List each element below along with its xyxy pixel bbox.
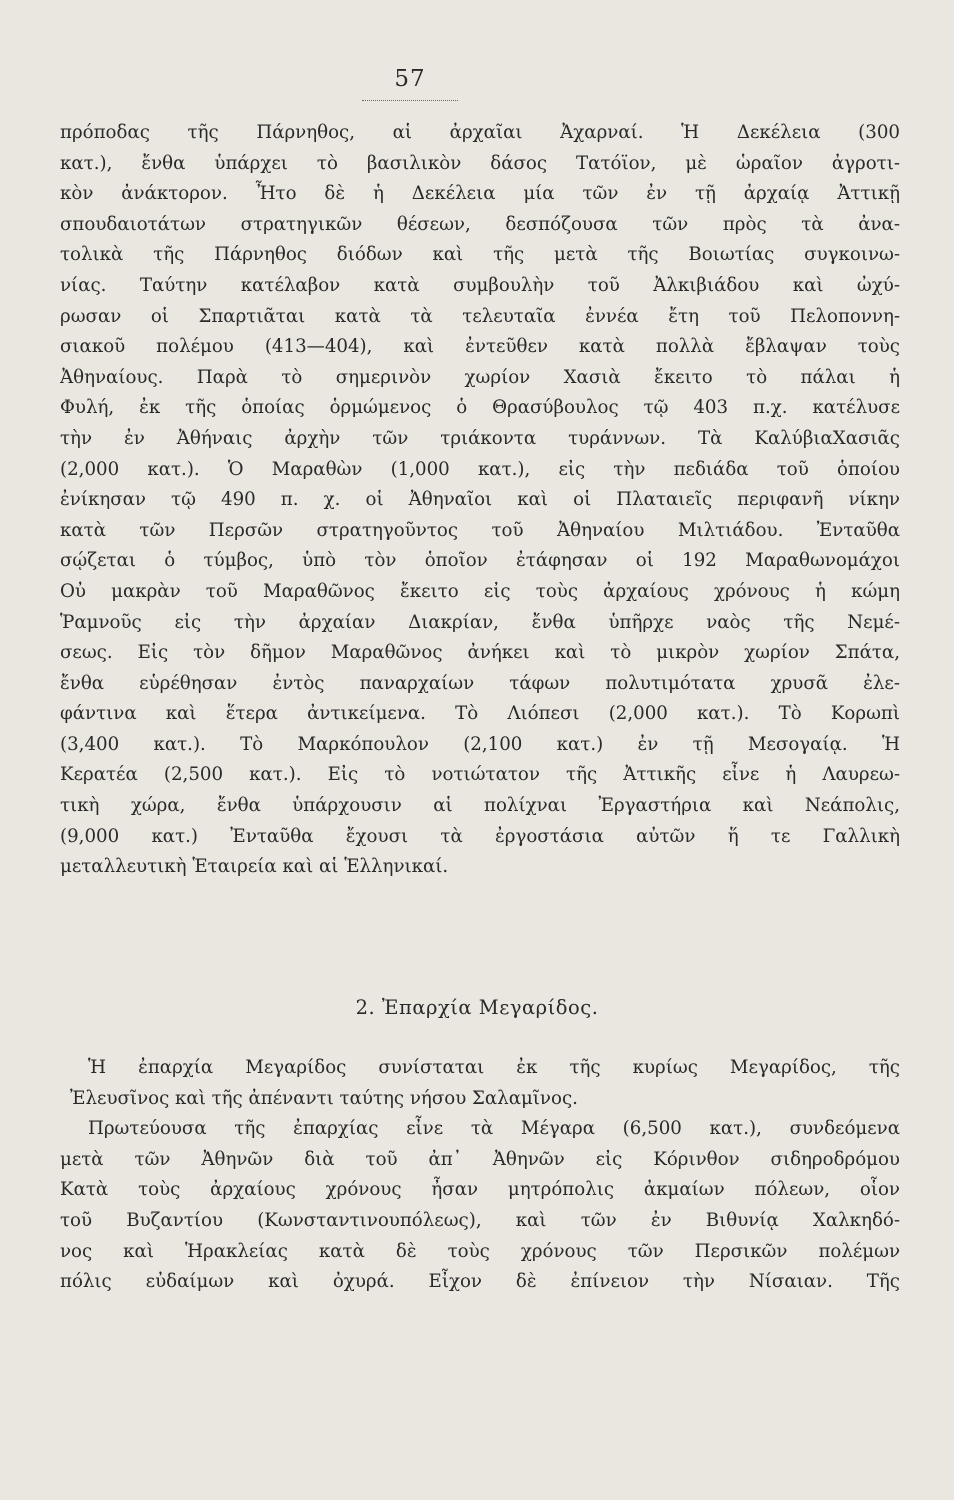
text-line: (3,400 κατ.). Τὸ Μαρκόπουλον (2,100 κατ.) ἐν τῇ Μεσογαίᾳ. Ἡ — [60, 733, 900, 755]
text-line: νίας. Ταύτην κατέλαβον κατὰ συμβουλὴν τοῦ Ἀλκιβιάδου καὶ ὠχύ- — [60, 274, 900, 296]
text-line: Ἀθηναίους. Παρὰ τὸ σημερινὸν χωρίον Χασιὰ ἔκειτο τὸ πάλαι ἡ — [60, 366, 900, 388]
text-line: Ἡ ἐπαρχία Μεγαρίδος συνίσταται ἐκ τῆς κυρίως Μεγαρίδος, τῆς — [88, 1057, 900, 1078]
text-line: Κερατέα (2,500 κατ.). Εἰς τὸ νοτιώτατον τῆς Ἀττικῆς εἶνε ἡ Λαυρεω- — [60, 764, 900, 786]
text-line: σπουδαιοτάτων στρατηγικῶν θέσεων, δεσπόζουσα τῶν πρὸς τὰ ἀνα- — [60, 213, 900, 235]
text-line: ρωσαν οἱ Σπαρτιᾶται κατὰ τὰ τελευταῖα ἐννέα ἔτη τοῦ Πελοποννη- — [60, 305, 900, 327]
text-line: κατ.), ἔνθα ὑπάρχει τὸ βασιλικὸν δάσος Τατόϊον, μὲ ὡραῖον ἀγροτι- — [60, 152, 900, 174]
text-line: Φυλή, ἐκ τῆς ὁποίας ὁρμώμενος ὁ Θρασύβουλος τῷ 403 π.χ. κατέλυσε — [60, 397, 900, 419]
text-line: (2,000 κατ.). Ὁ Μαραθὼν (1,000 κατ.), εἰς τὴν πεδιάδα τοῦ ὁποίου — [60, 458, 900, 480]
text-line: πρόποδας τῆς Πάρνηθος, αἱ ἀρχαῖαι Ἀχαρναί. Ἡ Δεκέλεια (300 — [60, 122, 900, 143]
text-line: κὸν ἀνάκτορον. Ἦτο δὲ ἡ Δεκέλεια μία τῶν ἐν τῇ ἀρχαίᾳ Ἀττικῇ — [60, 183, 900, 205]
text-line: Ἐλευσῖνος καὶ τῆς ἀπέναντι ταύτης νήσου Σαλαμῖνος. — [70, 1087, 578, 1109]
text-line: μεταλλευτικὴ Ἑταιρεία καὶ αἱ Ἑλληνικαί. — [60, 856, 449, 878]
text-line: Ῥαμνοῦς εἰς τὴν ἀρχαίαν Διακρίαν, ἔνθα ὑπῆρχε ναὸς τῆς Νεμέ- — [60, 611, 900, 633]
text-line: Οὐ μακρὰν τοῦ Μαραθῶνος ἔκειτο εἰς τοὺς ἀρχαίους χρόνους ἡ κώμη — [60, 580, 900, 602]
text-line: σεως. Εἰς τὸν δῆμον Μαραθῶνος ἀνήκει καὶ τὸ μικρὸν χωρίον Σπάτα, — [60, 642, 900, 664]
text-line: ἔνθα εὑρέθησαν ἐντὸς παναρχαίων τάφων πολυτιμότατα χρυσᾶ ἐλε- — [60, 672, 900, 694]
text-line: τολικὰ τῆς Πάρνηθος διόδων καὶ τῆς μετὰ τῆς Βοιωτίας συγκοινω- — [60, 244, 900, 266]
section-heading: 2. Ἐπαρχία Μεγαρίδος. — [355, 996, 599, 1019]
text-line: Πρωτεύουσα τῆς ἐπαρχίας εἶνε τὰ Μέγαρα (6,500 κατ.), συνδεόμενα — [88, 1118, 900, 1140]
text-line: ἐνίκησαν τῷ 490 π. χ. οἱ Ἀθηναῖοι καὶ οἱ Πλαταιεῖς περιφανῆ νίκην — [60, 489, 900, 511]
text-line: Κατὰ τοὺς ἀρχαίους χρόνους ἦσαν μητρόπολις ἀκμαίων πόλεων, οἷον — [60, 1179, 900, 1201]
text-line: κατὰ τῶν Περσῶν στρατηγοῦντος τοῦ Ἀθηναίου Μιλτιάδου. Ἐνταῦθα — [60, 519, 900, 541]
text-line: νος καὶ Ἡρακλείας κατὰ δὲ τοὺς χρόνους τῶν Περσικῶν πολέμων — [60, 1240, 900, 1262]
body-text-attica — [60, 118, 900, 883]
text-line: (9,000 κατ.) Ἐνταῦθα ἔχουσι τὰ ἐργοστάσια αὐτῶν ἥ τε Γαλλικὴ — [60, 825, 900, 847]
text-line: σῴζεται ὁ τύμβος, ὑπὸ τὸν ὁποῖον ἐτάφησαν οἱ 192 Μαραθωνομάχοι — [60, 550, 900, 572]
body-text-megaris — [60, 1053, 900, 1298]
text-line: σιακοῦ πολέμου (413—404), καὶ ἐντεῦθεν κατὰ πολλὰ ἔβλαψαν τοὺς — [60, 336, 900, 358]
text-line: μετὰ τῶν Ἀθηνῶν διὰ τοῦ ἀπ᾽ Ἀθηνῶν εἰς Κόρινθον σιδηροδρόμου — [60, 1148, 900, 1170]
page-number-rule — [362, 100, 458, 101]
page-number: 57 — [394, 66, 426, 92]
text-line: τὴν ἐν Ἀθήναις ἀρχὴν τῶν τριάκοντα τυράννων. Τὰ ΚαλύβιαΧασιᾶς — [60, 427, 900, 449]
text-line: τικὴ χώρα, ἔνθα ὑπάρχουσιν αἱ πολίχναι Ἐργαστήρια καὶ Νεάπολις, — [60, 795, 900, 817]
text-line: τοῦ Βυζαντίου (Κωνσταντινουπόλεως), καὶ τῶν ἐν Βιθυνίᾳ Χαλκηδό- — [60, 1209, 900, 1231]
text-line: φάντινα καὶ ἕτερα ἀντικείμενα. Τὸ Λιόπεσι (2,000 κατ.). Τὸ Κορωπὶ — [60, 703, 900, 725]
text-line: πόλις εὐδαίμων καὶ ὀχυρά. Εἶχον δὲ ἐπίνειον τὴν Νίσαιαν. Τῆς — [60, 1271, 900, 1293]
